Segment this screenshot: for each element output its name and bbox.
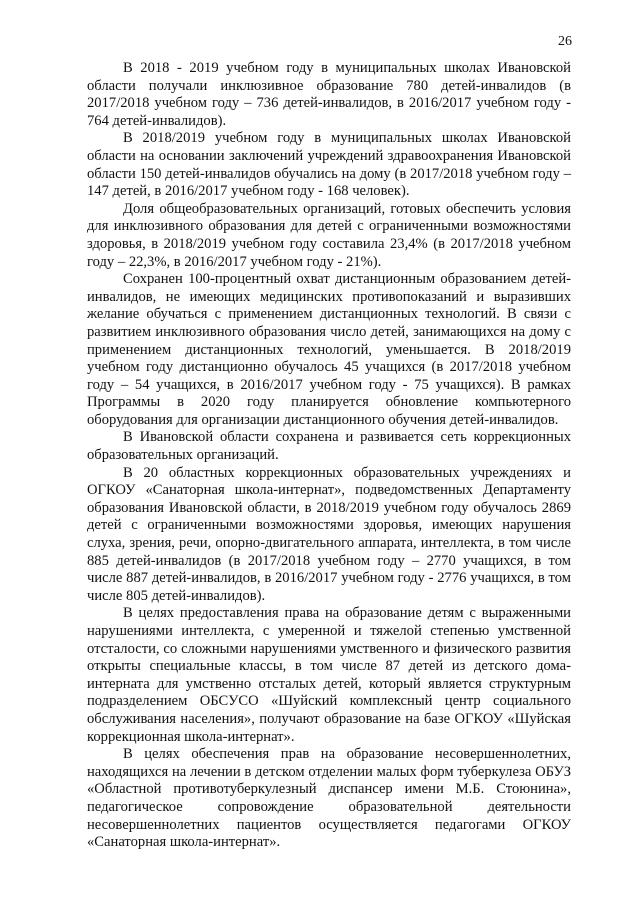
page-number: 26 xyxy=(558,34,572,49)
paragraph-correctional-institutions: В 20 областных коррекционных образовательных учреждениях и ОГКОУ «Санаторная школа-интернат», подведомственных Департаменту образования Ивановской области, в 2018/2019 учебном году обучалось 2869 детей с ограниченными возможностями здоровья, имеющих нарушения слуха, зрения, речи, опорно-двигательного аппарата, интеллекта, в том числе 885 детей-инвалидов (в 2017/2018 учебном году – 2770 учащихся, в том числе 887 детей-инвалидов, в 2016/2017 учебном году - 2776 учащихся, в том числе 805 детей-инвалидов). xyxy=(87,464,571,604)
paragraph-distance-education: Сохранен 100-процентный охват дистанционным образованием детей-инвалидов, не имеющих медицинских противопоказаний и выразивших желание обучаться с применением дистанционных технологий. В связи с развитием инклюзивного образования число детей, занимающихся на дому с применением дистанционных технологий, уменьшается. В 2018/2019 учебном году дистанционно обучалось 45 учащихся (в 2017/2018 учебном году – 54 учащихся, в 2016/2017 учебном году - 75 учащихся). В рамках Программы в 2020 году планируется обновление компьютерного оборудования для организации дистанционного обучения детей-инвалидов. xyxy=(87,271,571,428)
document-body xyxy=(87,60,571,852)
paragraph-home-schooling: В 2018/2019 учебном году в муниципальных школах Ивановской области на основании заключений учреждений здравоохранения Ивановской области 150 детей-инвалидов обучались на дому (в 2017/2018 учебном году – 147 детей, в 2016/2017 учебном году - 168 человек). xyxy=(87,130,571,200)
paragraph-special-classes: В целях предоставления права на образование детям с выраженными нарушениями интеллекта, с умеренной и тяжелой степенью умственной отсталости, со сложными нарушениями умственного и физического развития открыты специальные классы, в том числе 87 детей из детского дома-интерната для умственно отсталых детей, который является структурным подразделением ОБСУСО «Шуйский комплексный центр социального обслуживания населения», получают образование на базе ОГКОУ «Шуйская коррекционная школа-интернат». xyxy=(87,605,571,745)
paragraph-ready-organizations-share: Доля общеобразовательных организаций, готовых обеспечить условия для инклюзивного образования для детей с ограниченными возможностями здоровья, в 2018/2019 учебном году составила 23,4% (в 2017/2018 учебном году – 22,3%, в 2016/2017 учебном году - 21%). xyxy=(87,200,571,270)
paragraph-correctional-network: В Ивановской области сохранена и развивается сеть коррекционных образовательных организаций. xyxy=(87,429,571,464)
paragraph-inclusive-education: В 2018 - 2019 учебном году в муниципальных школах Ивановской области получали инклюзивное образование 780 детей-инвалидов (в 2017/2018 учебном году – 736 детей-инвалидов, в 2016/2017 учебном году - 764 детей-инвалидов). xyxy=(87,60,571,129)
paragraph-tuberculosis-department: В целях обеспечения прав на образование несовершеннолетних, находящихся на лечении в детском отделении малых форм туберкулеза ОБУЗ «Областной противотуберкулезный диспансер имени М.Б. Стоюнина», педагогическое сопровождение образовательной деятельности несовершеннолетних пациентов осуществляется педагогами ОГКОУ «Санаторная школа-интернат». xyxy=(87,746,571,851)
